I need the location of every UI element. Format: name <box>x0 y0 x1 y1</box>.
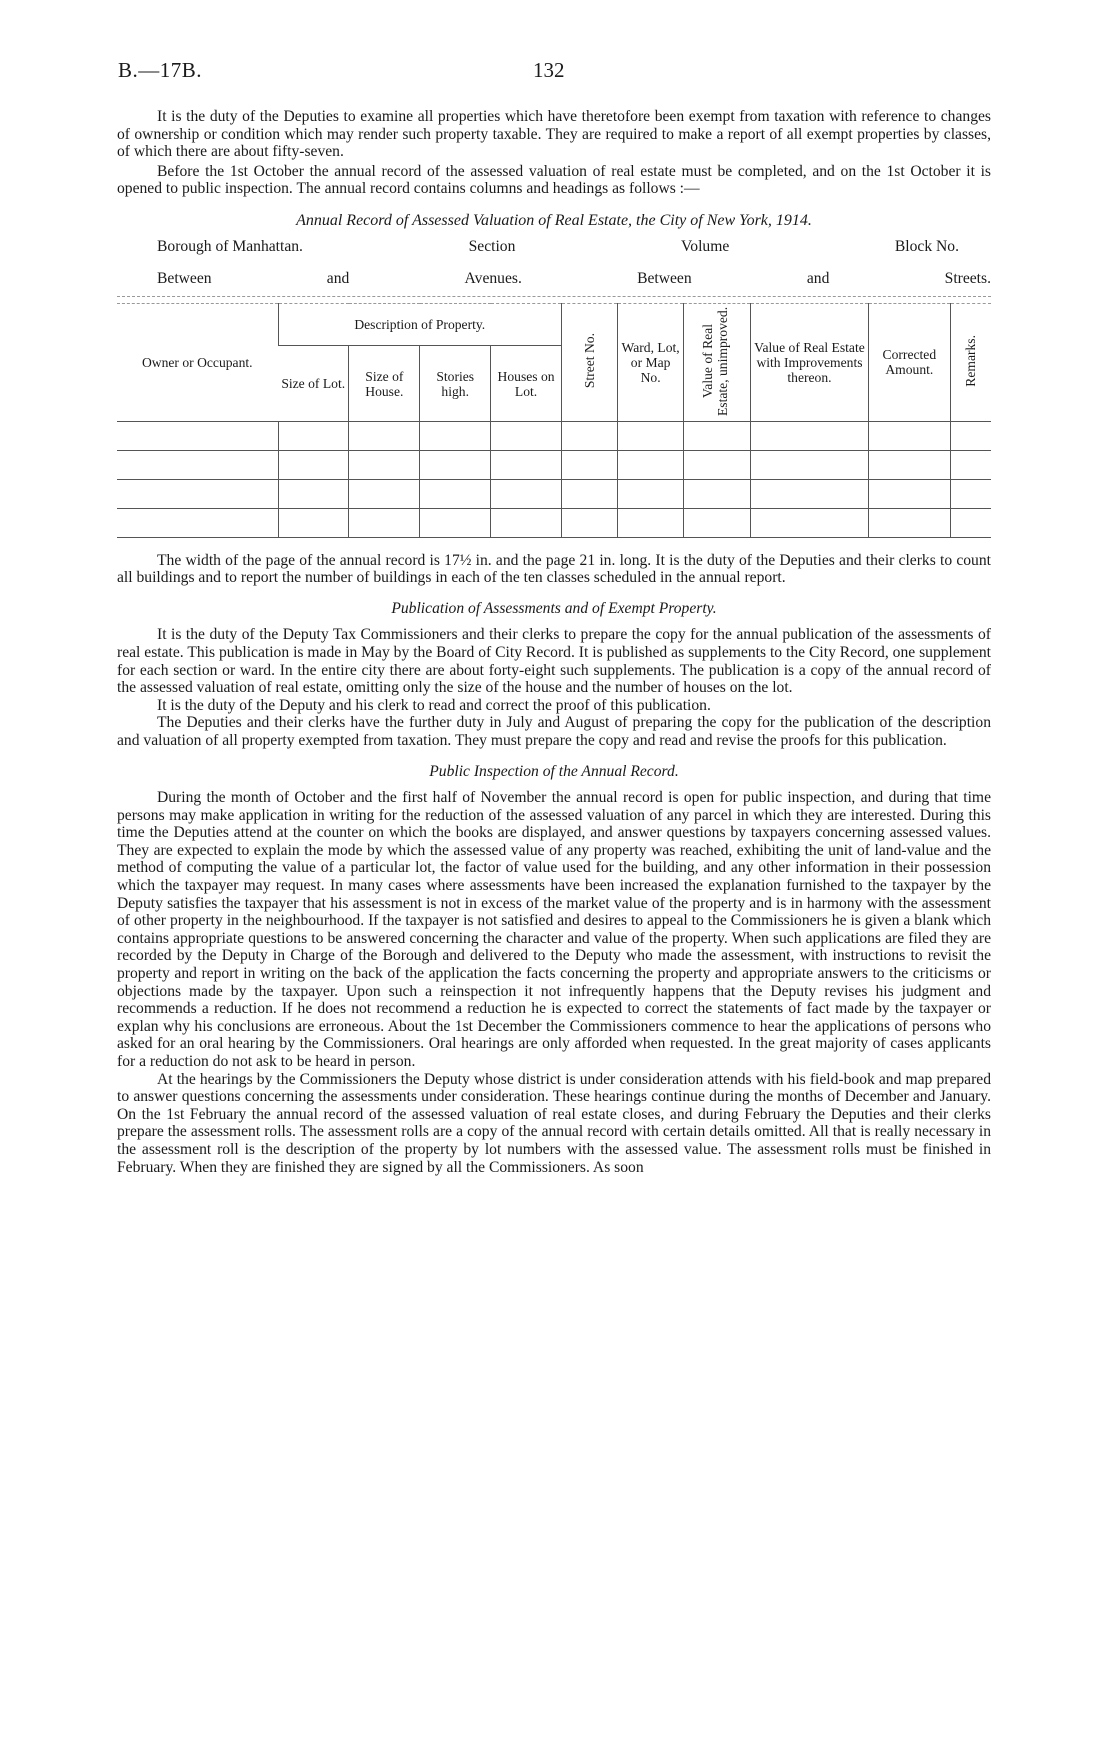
column-owner-occupant: Owner or Occupant. <box>117 303 278 421</box>
annual-record-table <box>117 303 991 538</box>
remarks-label: Remarks. <box>963 334 979 387</box>
table-row <box>117 421 991 450</box>
and-label-1: and <box>326 269 350 287</box>
avenues-label: Avenues. <box>464 269 522 287</box>
column-value-unimproved <box>684 303 751 421</box>
page-content <box>117 108 991 1176</box>
column-houses-on-lot: Houses on Lot. <box>491 346 562 421</box>
column-remarks <box>950 303 991 421</box>
streets-label: Streets. <box>944 269 991 287</box>
between-label-2: Between <box>637 269 692 287</box>
page-header <box>118 58 998 90</box>
column-corrected-amount: Corrected Amount. <box>869 303 951 421</box>
column-size-of-lot: Size of Lot. <box>278 346 349 421</box>
form-header-row-2 <box>117 266 991 297</box>
section-heading-publication: Publication of Assessments and of Exempt Property. <box>391 599 717 617</box>
section-label: Section <box>468 237 516 255</box>
table-row <box>117 508 991 537</box>
after-table-paragraph: The width of the page of the annual record is 17½ in. and the page 21 in. long. It is the duty of the Deputies and their clerks to count all buildings and to report the number of buildings in each of the ten classes scheduled in the annual report. <box>117 551 991 587</box>
document-reference: B.—17B. <box>118 58 203 82</box>
column-street-no <box>561 303 617 421</box>
table-row <box>117 450 991 479</box>
page-number: 132 <box>533 58 565 82</box>
between-label-1: Between <box>157 269 212 287</box>
form-header-row-1 <box>117 234 991 260</box>
borough-label: Borough of Manhattan. <box>157 237 303 255</box>
publication-paragraph-1: It is the duty of the Deputy Tax Commissioners and their clerks to prepare the copy for the annual publication of the assessments of real estate. This publication is made in May by the Board of City Record. It is published as supplements to the City Record, one supplement for each section or ward. In the entire city there are about forty-eight such supplements. The publication is a copy of the annual record of the assessed valuation of real estate, omitting only the size of the house and the number of houses on the lot. <box>117 626 991 697</box>
volume-label: Volume <box>681 237 730 255</box>
form-caption: Annual Record of Assessed Valuation of Real Estate, the City of New York, 1914. <box>296 211 812 229</box>
intro-paragraph-2: Before the 1st October the annual record of the assessed valuation of real estate must be completed, and on the 1st October it is opened to public inspection. The annual record contains columns and headings as follows :— <box>117 162 991 198</box>
column-value-improved: Value of Real Estate with Improvements thereon. <box>750 303 868 421</box>
column-size-of-house: Size of House. <box>349 346 420 421</box>
inspection-paragraph-1: During the month of October and the first half of November the annual record is open for public inspection, and during that time persons may make application in writing for the reduction of the assessed valuation of any parcel in which they are interested. During this time the Deputies attend at the counter on which the books are displayed, and answer questions by taxpayers concerning assessed values. They are expected to explain the mode by which the assessed value of any property was reached, exhibiting the unit of land-value and the method of computing the value of a particular lot, the factor of value used for the building, and any other information in their possession which the taxpayer may request. In many cases where assessments have been increased the explanation furnished to the taxpayer by the Deputy satisfies the taxpayer that his assessment is not in excess of the market value of the property and is in harmony with the assessment of other property in the neighbourhood. If the taxpayer is not satisfied and desires to appeal to the Commissioners he is given a blank which contains appropriate questions to be answered concerning the character and value of the property. When such applications are filed they are recorded by the Deputy in Charge of the Borough and delivered to the Deputy who made the assessment, with instructions to revisit the property and report in writing on the back of the application the facts concerning the property and appropriate answers to the criticisms or objections made by the taxpayer. Upon such a reinspection it not infrequently happens that the Deputy revises his judgment and recommends a reduction. If he does not recommend a reduction he is expected to correct the statements of fact made by the taxpayer or explan why his conclusions are erroneous. About the 1st December the Commissioners commence to hear the applications of persons who asked for an oral hearing by the Commissioners. Oral hearings are only afforded when requested. In the great majority of cases applicants for a reduction do not ask to be heard in person. <box>117 789 991 1070</box>
publication-paragraph-3: The Deputies and their clerks have the further duty in July and August of preparing the copy for the publication of the description and valuation of all property exempted from taxation. They must prepare the copy and read and revise the proofs for this publication. <box>117 714 991 749</box>
column-ward-lot-map: Ward, Lot, or Map No. <box>617 303 684 421</box>
and-label-2: and <box>806 269 830 287</box>
table-row <box>117 479 991 508</box>
publication-paragraph-2: It is the duty of the Deputy and his clerk to read and correct the proof of this publication. <box>157 696 711 714</box>
column-stories-high: Stories high. <box>420 346 491 421</box>
value-unimproved-label: Value of Real Estate, unimproved. <box>700 306 731 416</box>
section-heading-public-inspection: Public Inspection of the Annual Record. <box>429 762 679 780</box>
block-label: Block No. <box>894 237 959 255</box>
column-description-of-property: Description of Property. <box>278 303 561 346</box>
intro-paragraph-1: It is the duty of the Deputies to examine all properties which have theretofore been exempt from taxation with reference to changes of ownership or condition which may render such property taxable. They are required to make a report of all exempt properties by classes, of which there are about fifty-seven. <box>117 108 991 161</box>
inspection-paragraph-2: At the hearings by the Commissioners the Deputy whose district is under consideration attends with his field-book and map prepared to answer questions concerning the assessments under consideration. These hearings continue during the months of December and January. On the 1st February the annual record of the assessed valuation of real estate closes, and during February the Deputies and their clerks prepare the assessment rolls. The assessment rolls are a copy of the annual record with certain details omitted. All that is really necessary in the assessment roll is the description of the property by lot numbers with the assessed value. The assessment rolls must be finished in February. When they are finished they are signed by all the Commissioners. As soon <box>117 1070 991 1176</box>
street-no-label: Street No. <box>581 333 597 389</box>
